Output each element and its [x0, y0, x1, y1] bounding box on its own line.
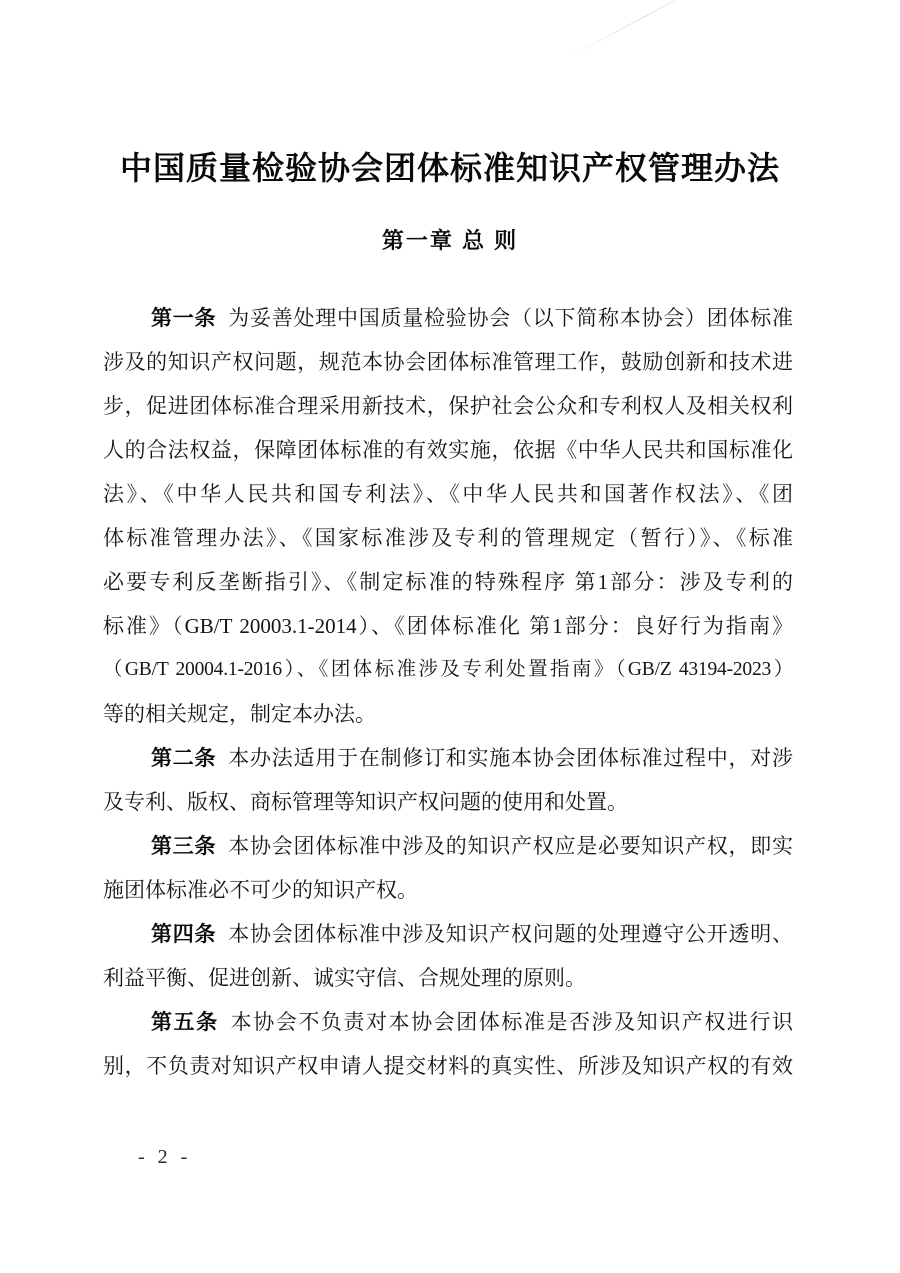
line-text: 及专利、版权、商标管理等知识产权问题的使用和处置。: [103, 790, 628, 814]
text-line: [103, 604, 793, 648]
article-4-label: 第四条: [151, 923, 217, 946]
line-text: 本协会不负责对本协会团体标准是否涉及知识产权进行识: [230, 1010, 793, 1034]
line-text: 体标准管理办法》、《国家标准涉及专利的管理规定（暂行）》、《标准: [103, 526, 793, 550]
text-line: [103, 472, 793, 516]
line-text: （GB/T 20004.1-2016）、《团体标准涉及专利处置指南》（GB/Z 43194-2023）: [103, 659, 793, 680]
line-text: 本协会团体标准中涉及的知识产权应是必要知识产权，即实: [228, 834, 793, 858]
text-line: [103, 780, 793, 824]
page-number: - 2 -: [138, 1146, 192, 1168]
text-line: [103, 692, 793, 736]
line-text: 等的相关规定，制定本办法。: [103, 702, 376, 726]
line-text: 本办法适用于在制修订和实施本协会团体标准过程中，对涉: [228, 746, 793, 770]
text-line: [103, 956, 793, 1000]
article-2-label: 第二条: [151, 747, 217, 770]
article-5-label: 第五条: [151, 1011, 219, 1034]
text-line-article-1: [103, 296, 793, 340]
document-title: 中国质量检验协会团体标准知识产权管理办法: [119, 150, 780, 186]
line-text: 为妥善处理中国质量检验协会（以下简称本协会）团体标准: [228, 306, 793, 330]
text-line-article-3: [103, 824, 793, 868]
line-text: 施团体标准必不可少的知识产权。: [103, 878, 418, 902]
line-text: 涉及的知识产权问题，规范本协会团体标准管理工作，鼓励创新和技术进: [103, 350, 793, 374]
line-text: 别，不负责对知识产权申请人提交材料的真实性、所涉及知识产权的有效: [103, 1054, 793, 1078]
line-text: 标准》（GB/T 20003.1-2014）、《团体标准化 第1部分：良好行为指南》: [103, 614, 793, 638]
text-line: [103, 340, 793, 384]
line-text: 必要专利反垄断指引》、《制定标准的特殊程序 第1部分：涉及专利的: [103, 570, 793, 594]
chapter-heading: 第一章 总 则: [381, 228, 519, 253]
line-text: 步，促进团体标准合理采用新技术，保护社会公众和专利权人及相关权利: [103, 394, 793, 418]
text-line-article-4: [103, 912, 793, 956]
text-line: [103, 516, 793, 560]
article-1-label: 第一条: [151, 307, 217, 330]
article-3-label: 第三条: [151, 835, 217, 858]
text-line: [103, 648, 793, 692]
scan-artifact: [566, 0, 717, 59]
text-line: [103, 384, 793, 428]
line-text: 利益平衡、促进创新、诚实守信、合规处理的原则。: [103, 966, 586, 990]
text-line: [103, 868, 793, 912]
document-body: [103, 296, 793, 1088]
text-line: [103, 560, 793, 604]
line-text: 人的合法权益，保障团体标准的有效实施，依据《中华人民共和国标准化: [103, 438, 793, 462]
line-text: 法》、《中华人民共和国专利法》、《中华人民共和国著作权法》、《团: [103, 482, 793, 506]
text-line-article-5: [103, 1000, 793, 1044]
text-line: [103, 428, 793, 472]
text-line: [103, 1044, 793, 1088]
line-text: 本协会团体标准中涉及知识产权问题的处理遵守公开透明、: [228, 922, 793, 946]
text-line-article-2: [103, 736, 793, 780]
